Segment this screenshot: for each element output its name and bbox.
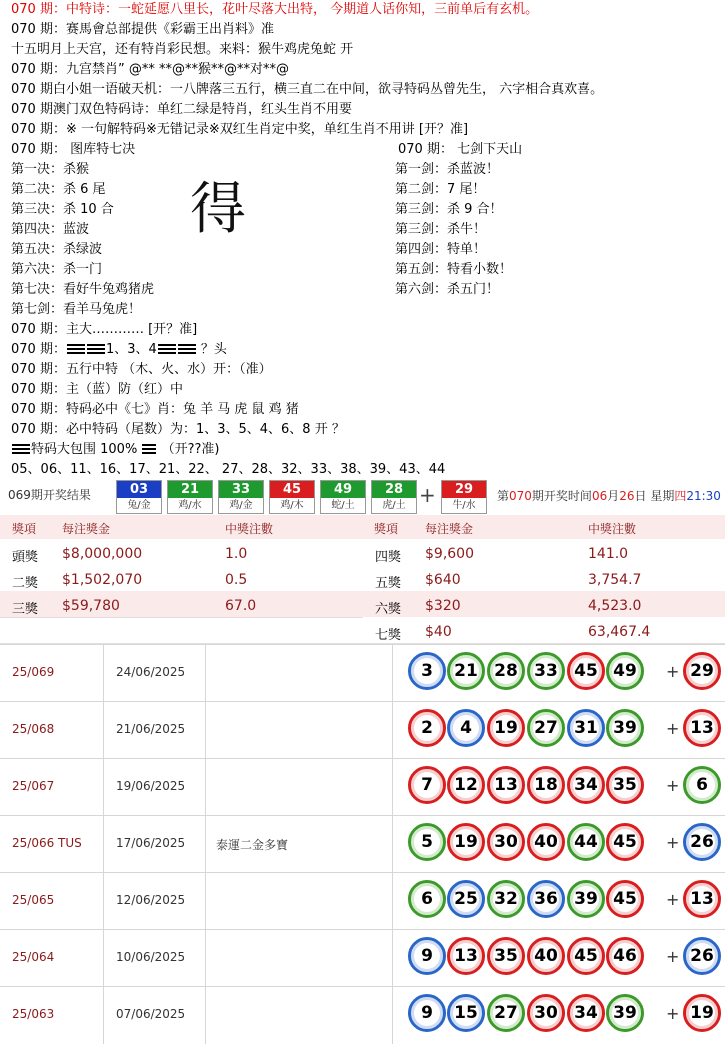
history-ball: 39 — [606, 994, 644, 1032]
history-special-ball: 13 — [683, 880, 721, 918]
right-item: 第二剑：7 尾！ — [395, 182, 486, 197]
history-issue: 25/065 — [12, 893, 55, 907]
left-item: 第七剑：看羊马兔虎！ — [11, 302, 142, 317]
draw-label: 069期开奖结果 — [8, 488, 91, 502]
prize-header: 每注獎金 — [62, 522, 111, 536]
prediction-line: 070 期：主大………… [开？准] — [11, 322, 198, 337]
column-divider — [392, 873, 393, 930]
history-ball: 40 — [527, 823, 565, 861]
prize-name: 六獎 — [375, 602, 402, 617]
history-ball: 45 — [606, 823, 644, 861]
history-note: 泰運二金多寶 — [216, 838, 289, 852]
next-draw-month: 06 — [591, 489, 608, 503]
history-row — [0, 929, 725, 987]
next-draw-day-unit: 日 星期 — [634, 489, 675, 503]
draw-ball — [371, 480, 417, 514]
plus-sign: + — [666, 776, 680, 795]
prize-row — [0, 591, 363, 618]
history-ball: 32 — [487, 880, 525, 918]
column-divider — [205, 645, 206, 702]
next-draw-weekday: 四 — [674, 489, 687, 503]
prediction-line — [11, 440, 219, 460]
prize-row — [363, 617, 725, 644]
right-section-title: 070 期： 七剑下天山 — [398, 142, 523, 157]
prediction-line: 070 期：中特诗：一蛇延愿八里长，花叶尽落大出特， 今期道人话你知，三前单后有玄机。 — [11, 2, 539, 17]
draw-ball — [167, 480, 213, 514]
history-ball: 4 — [447, 709, 485, 747]
prize-amount: $8,000,000 — [62, 546, 143, 562]
history-row — [0, 701, 725, 759]
prize-amount: $59,780 — [62, 598, 120, 614]
draw-ball-zodiac: 牛/水 — [452, 500, 476, 511]
next-draw-issue: 070 — [509, 489, 532, 503]
history-ball: 35 — [606, 766, 644, 804]
history-ball: 9 — [408, 937, 446, 975]
history-date: 21/06/2025 — [116, 722, 186, 736]
history-ball: 18 — [527, 766, 565, 804]
prize-count: 4,523.0 — [588, 598, 642, 614]
column-divider — [392, 816, 393, 873]
history-ball: 12 — [447, 766, 485, 804]
prediction-line: 070 期白小姐一语破天机：一八牌落三五行，横三直二在中间，欲寻特码丛曾先生， 六字相合真欢喜。 — [11, 82, 604, 97]
prize-header: 中獎注數 — [225, 522, 274, 536]
line-suffix: ？头 — [196, 342, 227, 357]
draw-result-row — [0, 478, 725, 514]
plus-sign: + — [666, 833, 680, 852]
prize-count: 0.5 — [225, 572, 248, 588]
history-row — [0, 986, 725, 1044]
history-row — [0, 872, 725, 930]
history-ball: 19 — [447, 823, 485, 861]
column-divider — [392, 645, 393, 702]
history-ball: 49 — [606, 652, 644, 690]
column-divider — [103, 816, 104, 873]
draw-ball-number: 21 — [168, 481, 212, 498]
history-row — [0, 815, 725, 873]
history-ball: 27 — [487, 994, 525, 1032]
prize-amount: $9,600 — [425, 546, 474, 562]
prize-row — [363, 565, 725, 592]
right-item: 第一剑：杀蓝波！ — [395, 162, 500, 177]
prize-amount: $640 — [425, 572, 461, 588]
history-date: 10/06/2025 — [116, 950, 186, 964]
history-ball: 5 — [408, 823, 446, 861]
column-divider — [205, 816, 206, 873]
bar-marker — [158, 344, 176, 355]
history-ball: 31 — [567, 709, 605, 747]
prize-name: 頭獎 — [12, 550, 39, 565]
history-ball: 21 — [447, 652, 485, 690]
prize-count: 1.0 — [225, 546, 248, 562]
prize-row — [363, 591, 725, 618]
prediction-line: 070 期：必中特码（尾数）为：1、3、5、4、6、8 开 ？ — [11, 422, 345, 437]
history-ball: 6 — [408, 880, 446, 918]
history-ball: 34 — [567, 994, 605, 1032]
prize-count: 3,754.7 — [588, 572, 642, 588]
column-divider — [205, 987, 206, 1044]
prediction-line: 070 期：主（蓝）防（红）中 — [11, 382, 183, 397]
next-draw-month-unit: 月 — [607, 489, 620, 503]
history-ball: 45 — [567, 652, 605, 690]
history-ball: 13 — [447, 937, 485, 975]
bar-marker — [87, 344, 105, 355]
prize-amount: $40 — [425, 624, 452, 640]
column-divider — [103, 702, 104, 759]
left-item: 第六决：杀一门 — [11, 262, 103, 277]
right-item: 第四剑：特单！ — [395, 242, 487, 257]
right-item: 第六剑：杀五门！ — [395, 282, 500, 297]
history-ball: 19 — [487, 709, 525, 747]
draw-ball-zodiac: 兔/金 — [127, 500, 151, 511]
bar-marker — [67, 344, 85, 355]
draw-ball-number: 49 — [321, 481, 365, 498]
prize-header: 每注獎金 — [425, 522, 474, 536]
column-divider — [392, 987, 393, 1044]
prize-count: 141.0 — [588, 546, 629, 562]
column-divider — [103, 645, 104, 702]
history-ball: 39 — [567, 880, 605, 918]
prediction-line: 070 期：特码必中《七》肖：兔 羊 马 虎 鼠 鸡 猪 — [11, 402, 299, 417]
prize-header: 獎項 — [374, 522, 399, 536]
bar-marker — [12, 444, 30, 455]
prize-amount: $320 — [425, 598, 461, 614]
history-date: 17/06/2025 — [116, 836, 186, 850]
history-ball: 45 — [606, 880, 644, 918]
column-divider — [103, 987, 104, 1044]
bar-marker — [178, 344, 196, 355]
left-item: 第四决：蓝波 — [11, 222, 90, 237]
history-special-ball: 26 — [683, 937, 721, 975]
prize-row-empty — [0, 617, 363, 644]
right-item: 第三剑：杀 9 合！ — [395, 202, 503, 217]
left-item: 第七决：看好牛兔鸡猪虎 — [11, 282, 155, 297]
draw-ball-zodiac: 鸡/木 — [280, 500, 304, 511]
prediction-line: 070 期：九宫禁肖” @** **@**猴**@**对**@ — [11, 62, 289, 77]
column-divider — [205, 759, 206, 816]
draw-ball-number: 28 — [372, 481, 416, 498]
line-middle: 1、3、4 — [105, 342, 157, 357]
prediction-line: 070 期：五行中特 （木、火、水）开：（准） — [11, 362, 272, 377]
history-ball: 28 — [487, 652, 525, 690]
prize-name: 二獎 — [12, 576, 39, 591]
history-ball: 15 — [447, 994, 485, 1032]
right-item: 第三剑：杀牛！ — [395, 222, 487, 237]
left-item: 第二决：杀 6 尾 — [11, 182, 106, 197]
draw-ball-number: 45 — [270, 481, 314, 498]
next-draw-day: 26 — [619, 489, 635, 503]
history-date: 12/06/2025 — [116, 893, 186, 907]
plus-sign: + — [666, 947, 680, 966]
history-issue: 25/063 — [12, 1007, 55, 1021]
plus-sign: + — [419, 483, 436, 507]
history-ball: 7 — [408, 766, 446, 804]
prediction-line: 070 期：※ 一句解特码※无错记录※双红生肖定中奖，单红生肖不用讲 [开？准] — [11, 122, 469, 137]
prize-row — [0, 565, 363, 592]
next-draw-prefix: 第 — [497, 489, 510, 503]
prize-amount: $1,502,070 — [62, 572, 143, 588]
history-date: 24/06/2025 — [116, 665, 186, 679]
plus-sign: + — [666, 719, 680, 738]
left-item: 第五决：杀绿波 — [11, 242, 103, 257]
plus-sign: + — [666, 1004, 680, 1023]
column-divider — [392, 759, 393, 816]
column-divider — [392, 930, 393, 987]
history-special-ball: 29 — [683, 652, 721, 690]
draw-ball-zodiac: 鸡/金 — [229, 500, 253, 511]
history-issue: 25/064 — [12, 950, 55, 964]
history-ball: 25 — [447, 880, 485, 918]
history-ball: 3 — [408, 652, 446, 690]
prize-name: 三獎 — [12, 602, 39, 617]
next-draw-info — [497, 487, 721, 504]
history-ball: 44 — [567, 823, 605, 861]
history-ball: 30 — [487, 823, 525, 861]
column-divider — [392, 702, 393, 759]
prize-row — [363, 539, 725, 566]
prediction-line — [11, 340, 227, 360]
draw-ball-zodiac: 虎/土 — [382, 500, 406, 511]
history-special-ball: 26 — [683, 823, 721, 861]
line-suffix: （开??准) — [157, 442, 220, 457]
history-ball: 34 — [567, 766, 605, 804]
history-special-ball: 13 — [683, 709, 721, 747]
draw-ball-number: 03 — [117, 481, 161, 498]
history-ball: 39 — [606, 709, 644, 747]
column-divider — [205, 930, 206, 987]
history-issue: 25/067 — [12, 779, 55, 793]
history-ball: 36 — [527, 880, 565, 918]
special-draw-ball — [441, 480, 487, 514]
draw-ball — [218, 480, 264, 514]
history-ball: 30 — [527, 994, 565, 1032]
draw-ball-number: 33 — [219, 481, 263, 498]
number-list: 05、06、11、16、17、21、22、 27、28、32、33、38、39、43、44 — [11, 462, 446, 477]
left-item: 第三决：杀 10 合 — [11, 202, 114, 217]
prize-name: 四獎 — [375, 550, 402, 565]
column-divider — [205, 873, 206, 930]
draw-ball — [320, 480, 366, 514]
history-ball: 45 — [567, 937, 605, 975]
left-section-title: 070 期： 图库特七决 — [11, 142, 136, 157]
plus-sign: + — [666, 890, 680, 909]
prize-name: 七獎 — [375, 628, 402, 643]
history-special-ball: 6 — [683, 766, 721, 804]
calligraphy-character: 得 — [190, 177, 246, 242]
column-divider — [103, 873, 104, 930]
column-divider — [205, 702, 206, 759]
history-ball: 9 — [408, 994, 446, 1032]
next-draw-label: 期开奖时间 — [531, 489, 592, 503]
history-ball: 35 — [487, 937, 525, 975]
plus-sign: + — [666, 662, 680, 681]
line-prefix: 070 期： — [11, 342, 66, 357]
history-ball: 46 — [606, 937, 644, 975]
prize-name: 五獎 — [375, 576, 402, 591]
prize-count: 67.0 — [225, 598, 257, 614]
history-ball: 13 — [487, 766, 525, 804]
history-issue: 25/068 — [12, 722, 55, 736]
prediction-line: 十五明月上天宫，还有特肖彩民想。来料：猴牛鸡虎兔蛇 开 — [11, 42, 354, 57]
draw-ball-number: 29 — [442, 481, 486, 498]
prize-header: 中獎注數 — [588, 522, 637, 536]
prize-row — [0, 539, 363, 566]
history-ball: 33 — [527, 652, 565, 690]
column-divider — [103, 930, 104, 987]
history-date: 19/06/2025 — [116, 779, 186, 793]
draw-ball-zodiac: 鸡/水 — [178, 500, 202, 511]
right-item: 第五剑：特看小数！ — [395, 262, 513, 277]
line-middle: 特码大包围 100% — [31, 442, 138, 457]
history-ball: 2 — [408, 709, 446, 747]
column-divider — [103, 759, 104, 816]
history-issue: 25/066 TUS — [12, 836, 82, 850]
history-ball: 27 — [527, 709, 565, 747]
prize-count: 63,467.4 — [588, 624, 651, 640]
left-item: 第一决：杀猴 — [11, 162, 90, 177]
prediction-line: 070 期：赛馬會总部提供《彩霸王出肖料》准 — [11, 22, 274, 37]
history-issue: 25/069 — [12, 665, 55, 679]
history-row — [0, 758, 725, 816]
bar-marker — [142, 444, 156, 455]
history-special-ball: 19 — [683, 994, 721, 1032]
draw-ball-zodiac: 蛇/土 — [331, 500, 355, 511]
prize-header: 獎項 — [12, 522, 37, 536]
history-ball: 40 — [527, 937, 565, 975]
draw-ball — [269, 480, 315, 514]
prediction-line: 070 期澳门双色特码诗：单红二绿是特肖，红头生肖不用要 — [11, 102, 352, 117]
draw-ball — [116, 480, 162, 514]
next-draw-time: 21:30 — [686, 489, 721, 503]
history-date: 07/06/2025 — [116, 1007, 186, 1021]
history-row — [0, 644, 725, 702]
